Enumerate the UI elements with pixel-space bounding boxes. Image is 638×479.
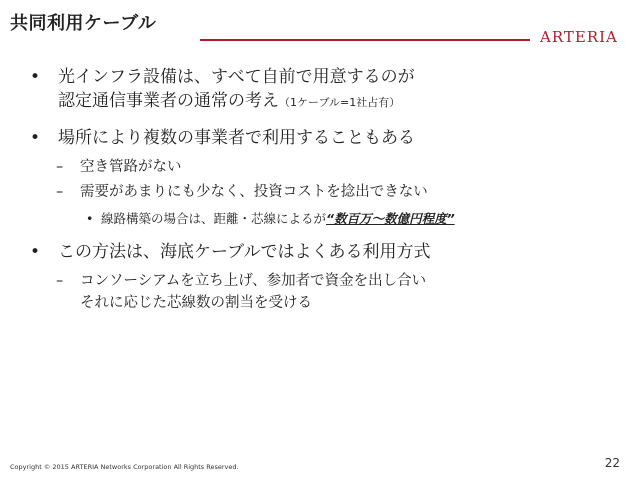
bullet-item (30, 241, 431, 264)
detail-text: 線路構築の場合は、距離・芯線によるが (101, 211, 327, 226)
slide-title: 共同利用ケーブル (10, 13, 157, 34)
bullet-text: 光インフラ設備は、すべて自前で用意するのが (58, 67, 415, 87)
detail-emphasis: “数百万～数億円程度” (326, 211, 455, 226)
bullet-marker: • (30, 242, 41, 262)
sub-bullet-item (56, 157, 182, 178)
bullet-marker: • (30, 67, 41, 87)
sub-bullet-text: 需要があまりにも少なく、投資コストを捻出できない (80, 184, 428, 200)
bullet-text: 認定通信事業者の通常の考え (58, 91, 279, 111)
bullet-text: 場所により複数の事業者で利用することもある (58, 128, 415, 148)
dash-marker: – (56, 273, 64, 289)
sub-bullet-item (56, 271, 427, 292)
dot-marker: • (86, 211, 94, 226)
copyright-footer: Copyright © 2015 ARTERIA Networks Corporation All Rights Reserved. (10, 463, 239, 471)
dash-marker: – (56, 184, 64, 200)
page-number: 22 (604, 456, 620, 470)
detail-bullet-item (86, 210, 455, 228)
bullet-item (30, 127, 415, 150)
bullet-text: この方法は、海底ケーブルではよくある利用方式 (58, 242, 431, 262)
sub-bullet-item (56, 182, 428, 203)
arteria-logo: ARTERIA (540, 28, 618, 46)
dash-marker: – (56, 159, 64, 175)
sub-bullet-text: コンソーシアムを立ち上げ、参加者で資金を出し合い (80, 273, 427, 289)
sub-bullet-continuation (80, 293, 312, 314)
sub-bullet-text: それに応じた芯線数の割当を受ける (80, 295, 312, 311)
bullet-note: （1ケーブル=1社占有） (279, 96, 401, 109)
bullet-marker: • (30, 128, 41, 148)
bullet-item (30, 66, 415, 89)
sub-bullet-text: 空き管路がない (80, 159, 182, 175)
brand-divider-line (200, 39, 530, 41)
bullet-continuation (58, 90, 400, 114)
